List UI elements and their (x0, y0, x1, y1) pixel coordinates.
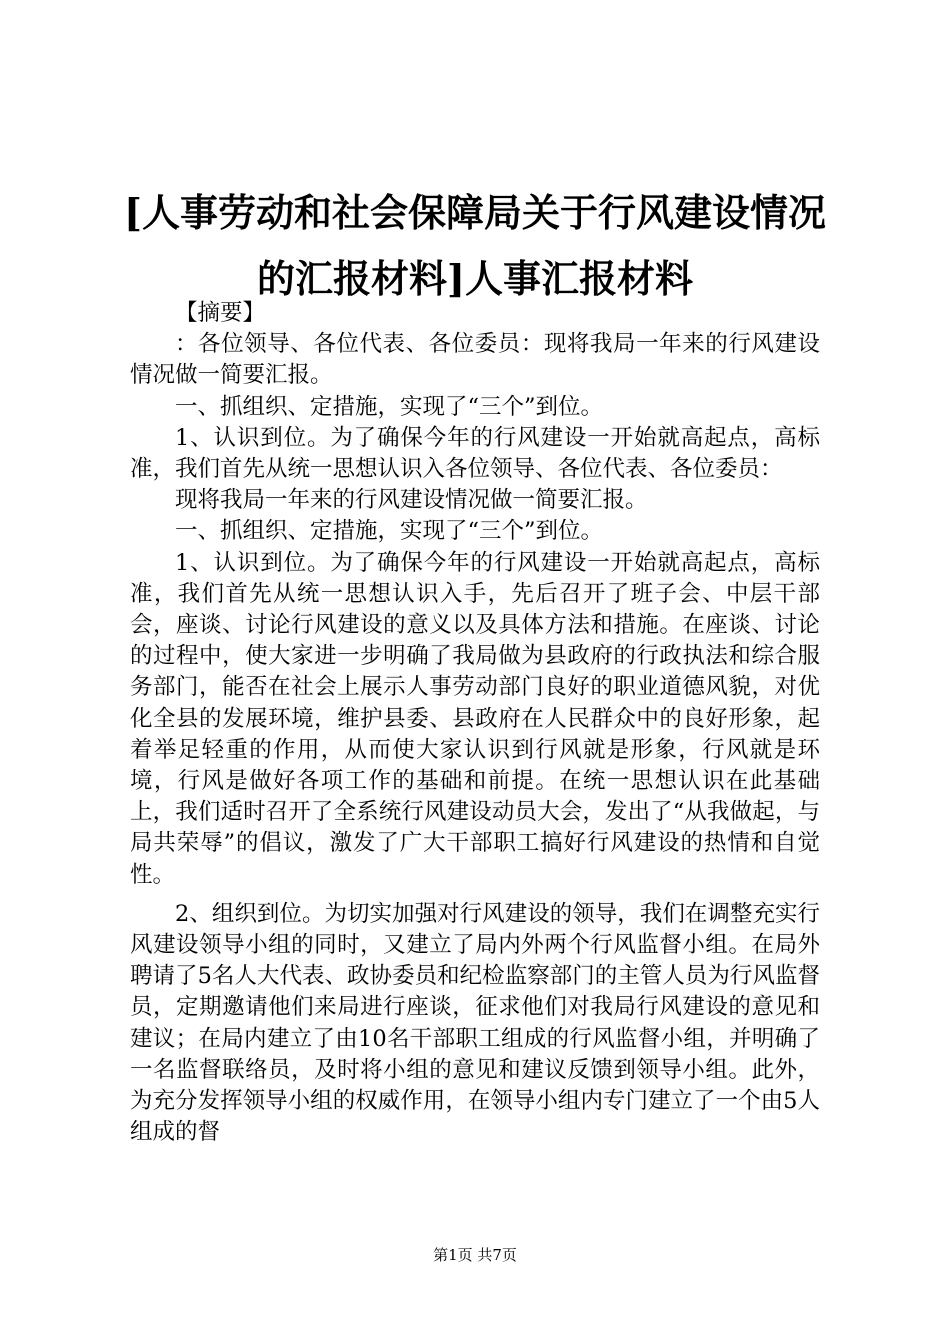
section-heading: 一、抓组织、定措施，实现了“三个”到位。 (175, 393, 604, 420)
body-paragraph: 1、认识到位。为了确保今年的行风建设一开始就高起点，高标准，我们首先从统一思想认识入手，先后召开了班子会、中层干部会，座谈、讨论行风建设的意义以及具体方法和措施。在座谈、讨论的过程中，使大家进一步明确了我局做为县政府的行政执法和综合服务部门，能否在社会上展示人事劳动部门良好的职业道德风貌，对优化全县的发展环境，维护县委、县政府在人民群众中的良好形象，起着举足轻重的作用，从而使大家认识到行风就是形象，行风就是环境，行风是做好各项工作的基础和前提。在统一思想认识在此基础上，我们适时召开了全系统行风建设动员大会，发出了“从我做起，与局共荣辱”的倡议，激发了广大干部职工搞好行风建设的热情和自觉性。 (130, 549, 820, 888)
document-body (130, 298, 820, 1148)
body-paragraph: 现将我局一年来的行风建设情况做一简要汇报。 (175, 487, 648, 514)
page-number-footer: 第1页 共7页 (433, 1246, 517, 1264)
body-paragraph: ：各位领导、各位代表、各位委员：现将我局一年来的行风建设情况做一简要汇报。 (130, 331, 820, 389)
abstract-heading: 【摘要】 (175, 300, 266, 326)
section-heading: 一、抓组织、定措施，实现了“三个”到位。 (175, 518, 604, 545)
body-paragraph: 1、认识到位。为了确保今年的行风建设一开始就高起点，高标准，我们首先从统一思想认识入各位领导、各位代表、各位委员： (130, 424, 820, 483)
body-paragraph: 2、组织到位。为切实加强对行风建设的领导，我们在调整充实行风建设领导小组的同时，又建立了局内外两个行风监督小组。在局外聘请了5名人大代表、政协委员和纪检监察部门的主管人员为行风监督员，定期邀请他们来局进行座谈，征求他们对我局行风建设的意见和建议；在局内建立了由10名干部职工组成的行风监督小组，并明确了一名监督联络员，及时将小组的意见和建议反馈到领导小组。此外，为充分发挥领导小组的权威作用，在领导小组内专门建立了一个由5人组成的督 (130, 900, 820, 1146)
document-title: [人事劳动和社会保障局关于行风建设情况的汇报材料]人事汇报材料 (124, 190, 826, 301)
